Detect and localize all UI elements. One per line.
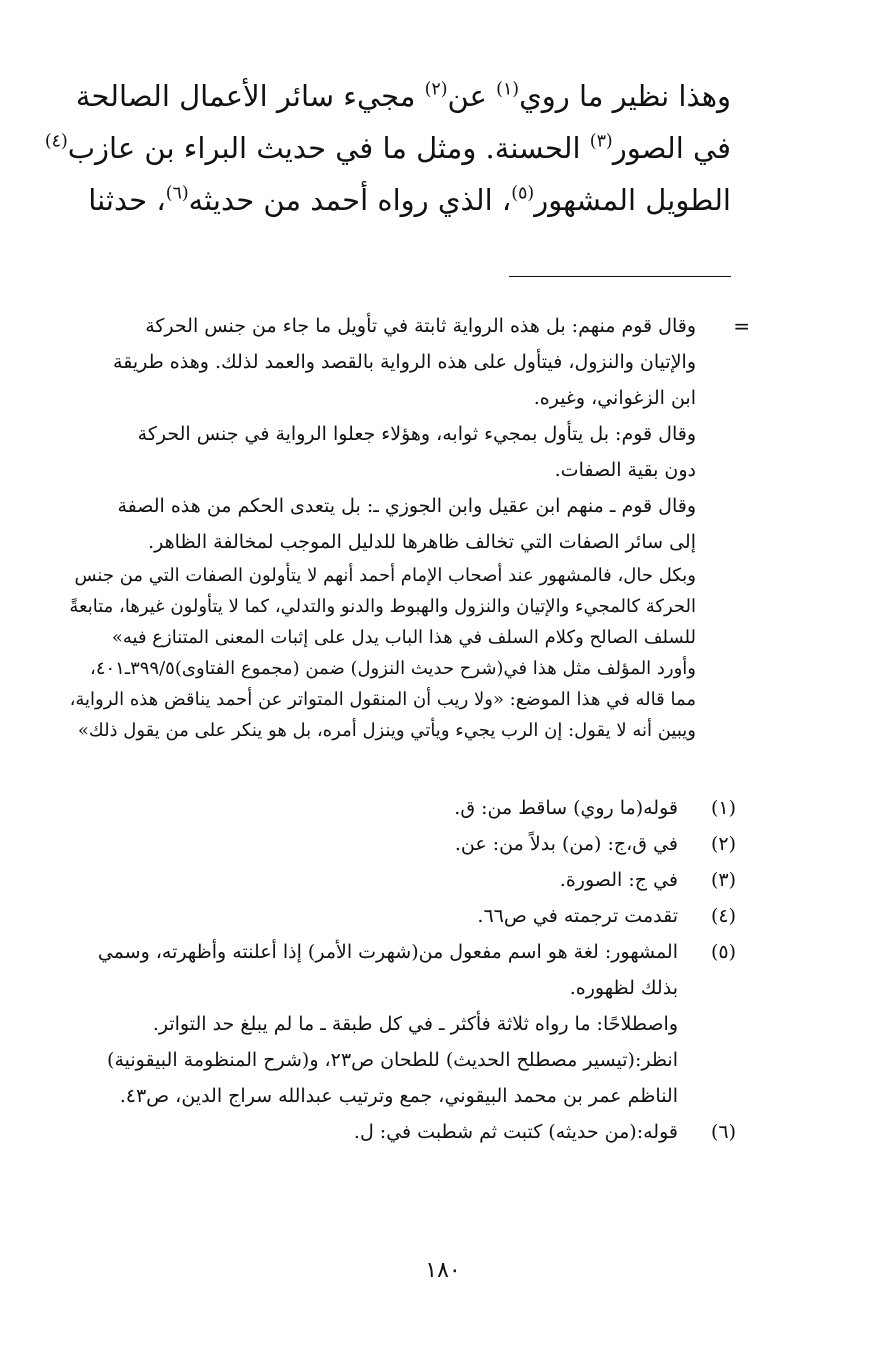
text-segment: مجيء سائر الأعمال الصالحة [75, 79, 425, 113]
footnote-1 [60, 790, 736, 826]
footnote-ref-5: (٥) [511, 183, 535, 204]
footnote-4 [60, 898, 736, 934]
continued-line: وأورد المؤلف مثل هذا في(شرح حديث النزول) ضمن (مجموع الفتاوى)٣٩٩/٥ـ٤٠١، [90, 658, 696, 679]
text-segment: وهذا نظير ما روي [519, 79, 731, 113]
text-segment: في الصور [612, 131, 731, 165]
footnote-ref-6: (٦) [165, 183, 189, 204]
footnote-ref-3: (٣) [589, 131, 613, 152]
footnotes [60, 790, 736, 1150]
footnote-line: قوله(ما روي) ساقط من: ق. [454, 797, 678, 819]
footnote-number: (٢) [710, 833, 736, 855]
footnote-separator [509, 276, 731, 277]
continuation-marker: = [733, 314, 750, 338]
footnote-line: انظر:(تيسير مصطلح الحديث) للطحان ص٢٣، و(شرح المنظومة البيقونية) [107, 1049, 678, 1071]
footnote-number: (٤) [710, 905, 736, 927]
main-text [44, 70, 731, 226]
continued-line: وقال قوم: بل يتأول بمجيء ثوابه، وهؤلاء جعلوا الرواية في جنس الحركة [137, 423, 696, 445]
text-segment: الطويل المشهور [534, 183, 731, 217]
main-text-line-2 [44, 122, 731, 174]
text-segment: الحسنة. ومثل ما في حديث البراء بن عازب [67, 131, 590, 165]
page-number: ١٨٠ [425, 1258, 461, 1283]
continued-line: الحركة كالمجيء والإتيان والنزول والهبوط والدنو والتدلي، كما لا يتأولون غيرها، متابعةً [69, 596, 696, 617]
continued-line: إلى سائر الصفات التي تخالف ظاهرها للدليل الموجب لمخالفة الظاهر. [148, 531, 696, 553]
footnote-line: الناظم عمر بن محمد البيقوني، جمع وترتيب عبدالله سراج الدين، ص٤٣. [119, 1085, 678, 1107]
footnote-line: تقدمت ترجمته في ص٦٦. [477, 905, 678, 927]
footnote-6 [60, 1114, 736, 1150]
continued-line: دون بقية الصفات. [554, 459, 696, 481]
footnote-ref-2: (٢) [424, 79, 448, 100]
continued-line: والإتيان والنزول، فيتأول على هذه الرواية بالقصد والعمد لذلك. وهذه طريقة [113, 351, 696, 373]
continued-line: مما قاله في هذا الموضع: «ولا ريب أن المنقول المتواتر عن أحمد يناقض هذه الرواية، [69, 689, 696, 710]
continued-line: ويبين أنه لا يقول: إن الرب يجيء ويأتي وينزل أمره، بل هو ينكر على من يقول ذلك» [77, 720, 696, 741]
footnote-number: (٦) [710, 1121, 736, 1143]
footnote-line: قوله:(من حديثه) كتبت ثم شطبت في: ل. [353, 1121, 678, 1143]
main-text-line-3 [88, 174, 731, 226]
footnote-number: (١) [710, 797, 736, 819]
text-segment: ، الذي رواه أحمد من حديثه [188, 183, 512, 217]
continued-line: وقال قوم ـ منهم ابن عقيل وابن الجوزي ـ: بل يتعدى الحكم من هذه الصفة [117, 495, 696, 517]
footnote-line: في ق،ج: (من) بدلاً من: عن. [454, 833, 678, 855]
continued-line: وبكل حال، فالمشهور عند أصحاب الإمام أحمد أنهم لا يتأولون الصفات التي من جنس [74, 565, 696, 586]
footnote-line: واصطلاحًا: ما رواه ثلاثة فأكثر ـ في كل طبقة ـ ما لم يبلغ حد التواتر. [152, 1013, 678, 1035]
footnote-ref-4: (٤) [44, 131, 68, 152]
continued-line: وقال قوم منهم: بل هذه الرواية ثابتة في تأويل ما جاء من جنس الحركة [145, 315, 696, 337]
footnote-line: في ج: الصورة. [559, 869, 678, 891]
continued-line: للسلف الصالح وكلام السلف في هذا الباب يدل على إثبات المعنى المتنازع فيه» [111, 627, 696, 648]
footnote-number: (٣) [710, 869, 736, 891]
text-segment: عن [447, 79, 497, 113]
footnote-5 [60, 934, 736, 1114]
footnote-2 [60, 826, 736, 862]
footnote-number: (٥) [710, 941, 736, 963]
main-text-line-1 [75, 70, 731, 122]
footnote-ref-1: (١) [496, 79, 520, 100]
continued-footnote [60, 308, 696, 746]
continued-line: ابن الزغواني، وغيره. [533, 387, 696, 409]
footnote-line: المشهور: لغة هو اسم مفعول من(شهرت الأمر) إذا أعلنته وأظهرته، وسمي [97, 941, 678, 963]
text-segment: ، حدثنا [88, 183, 166, 217]
footnote-line: بذلك لظهوره. [569, 977, 678, 999]
footnote-3 [60, 862, 736, 898]
